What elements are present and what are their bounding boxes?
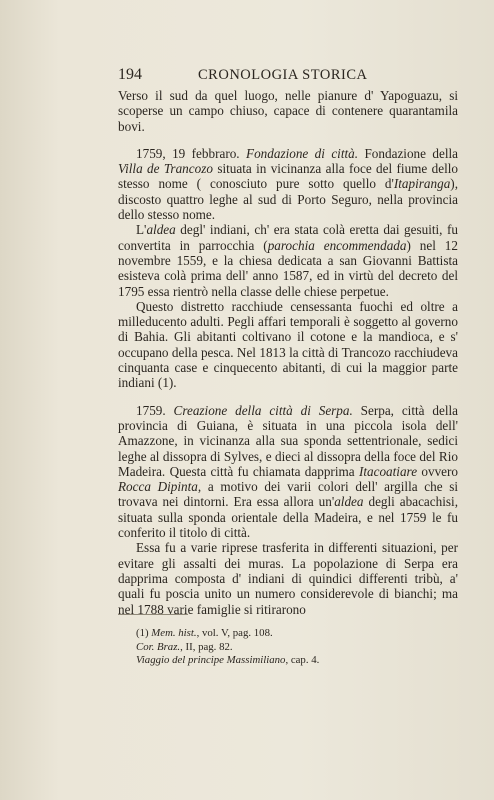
term: parochia encommendada [267, 237, 407, 253]
footnotes [136, 627, 456, 668]
entry-text: situata in vicinanza alla foce del fiume dello stesso nome ( conosciuto pure sotto quello d' [118, 161, 459, 192]
paragraph-district [118, 299, 458, 391]
paragraph-text: Essa fu a varie riprese trasferita in differenti situazioni, per evitare gli assalti dei muras. La popolazione di Serpa era dapprima composta d' indiani di quindici differenti tribù, a' quali fu poscia unito un numero considerevole di bianchi; ma nel 1788 varie famiglie si ritirarono [118, 540, 458, 617]
entry-date: 1759, 19 febbraro. [136, 145, 240, 161]
paragraph-text: L' [136, 222, 147, 238]
footnote-text: , II, pag. 82. [180, 640, 233, 653]
footnote-2 [136, 641, 456, 655]
running-title: CRONOLOGIA STORICA [198, 67, 368, 83]
place-name: Villa de Trancozo [118, 161, 213, 177]
place-name: Itacoatiare [358, 463, 418, 479]
chronology-entry-1759-serpa [118, 403, 458, 541]
entry-title: Fondazione di città. [246, 145, 359, 161]
paragraph-continuation [118, 88, 458, 134]
paragraph-aldea [118, 222, 458, 298]
footnote-source: Mem. hist. [151, 627, 197, 639]
footnote-1 [136, 627, 456, 641]
paragraph-text: ) nel 12 novembre 1559, e la chiesa dedicata a san Giovanni Battista esisteva colà prima dell' anno 1587, ed in virtù del decreto del 1795 essa rientrò nella classe delle chiese perpetue. [118, 237, 458, 299]
entry-text: , a motivo dei varii colori dell' argilla che si trovava nei dintorni. Era essa allora un' [118, 479, 459, 510]
footnote-rule [118, 614, 188, 615]
place-name: Itapiranga [393, 176, 451, 192]
entry-text: degli abacachisi, situata sulla sponda orientale della Madeira, e nel 1759 le fu conferito il titolo di città. [118, 494, 458, 541]
entry-text: Serpa, città della provincia di Guiana, è situata in una piccola isola dell' Amazzone, in vicinanza alla sua sponda settentrionale, sedici leghe al dissopra di Sylves, e dieci al dissopra della foce del Rio Madeira. Questa città fu chiamata dapprima [118, 402, 459, 479]
paragraph-text: Verso il sud da quel luogo, nelle pianure d' Yapoguazu, si scoperse un campo chiuso, capace di contenere quarantamila bovi. [118, 88, 458, 134]
paragraph-serpa-population [118, 540, 458, 616]
place-name: Rocca Dipinta [118, 479, 198, 495]
entry-text: Fondazione della [364, 145, 459, 161]
entry-text: ovvero [421, 463, 459, 479]
page-number: 194 [118, 66, 142, 83]
term: aldea [334, 494, 364, 510]
footnote-text: , cap. 4. [285, 654, 320, 667]
entry-date: 1759. [136, 402, 166, 418]
paragraph-text: degl' indiani, ch' era stata colà eretta dai gesuiti, fu convertita in parrocchia ( [118, 222, 458, 253]
footnote-text: , vol. V, pag. 108. [196, 627, 273, 639]
footnote-3 [136, 654, 456, 668]
chronology-entry-1759-trancozo [118, 146, 458, 222]
entry-title: Creazione della città di Serpa. [173, 402, 353, 418]
entry-text: ), discosto quattro leghe al sud di Porto Seguro, nella provincia dello stesso nome. [118, 176, 458, 223]
paragraph-text: Questo distretto racchiude censessanta fuochi ed oltre a milleducento adulti. Pegli affari temporali è soggetto al governo di Bahia. Gli abitanti coltivano il cotone e la mandioca, e s' occupano della pesca. Nel 1813 la città di Trancozo racchiudeva cinquanta case e cinquecento abitanti, di cui la maggior parte indiani (1). [118, 298, 458, 391]
page-header [118, 66, 458, 90]
footnote-source: Cor. Braz. [136, 640, 181, 653]
term: aldea [146, 222, 176, 238]
footnote-mark: (1) [136, 627, 149, 639]
page-body [118, 88, 458, 617]
footnote-source: Viaggio del principe Massimiliano [136, 654, 286, 667]
